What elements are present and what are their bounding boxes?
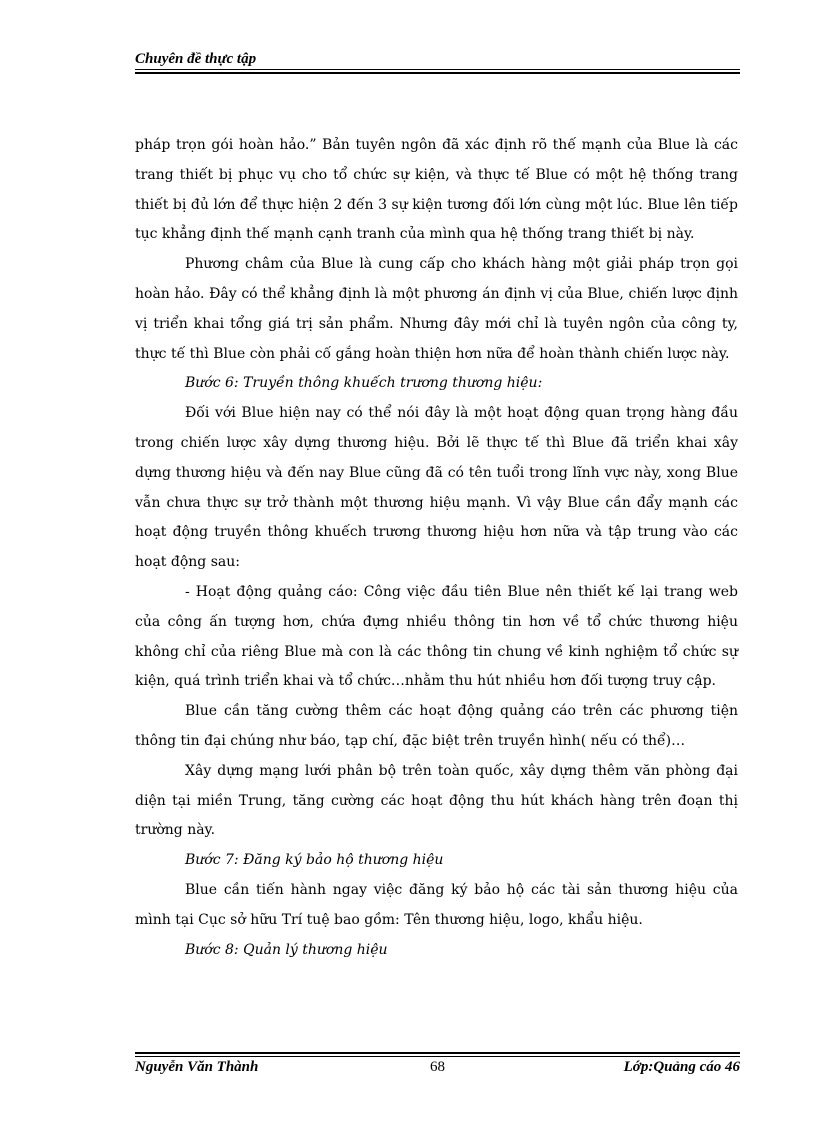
footer-rule-thick [135, 1052, 740, 1054]
paragraph: - Hoạt động quảng cáo: Công việc đầu tiên Blue nên thiết kế lại trang web của công ấn tượng hơn, chứa đựng nhiều thông tin hơn về tổ chức thương hiệu không chỉ của riêng Blue mà con là các thông tin chung về kinh nghiệm tổ chức sự kiện, quá trình triển khai và tổ chức…nhằm thu hút nhiều hơn đối tượng truy cập. [135, 583, 738, 690]
page-number: 68 [430, 1059, 445, 1075]
page-header [135, 50, 740, 68]
paragraph: Blue cần tiến hành ngay việc đăng ký bảo hộ các tài sản thương hiệu của mình tại Cục sở hữu Trí tuệ bao gồm: Tên thương hiệu, logo, khẩu hiệu. [135, 881, 738, 928]
footer-class: Lớp:Quảng cáo 46 [623, 1059, 740, 1075]
header-rule [135, 69, 740, 70]
section-heading: Bước 6: Truyền thông khuếch trương thương hiệu: [185, 375, 543, 392]
paragraph: Xây dựng mạng lưới phân bộ trên toàn quốc, xây dựng thêm văn phòng đại diện tại miền Trung, tăng cường các hoạt động thu hút khách hàng trên đoạn thị trường này. [135, 762, 738, 839]
page-footer [135, 1052, 740, 1082]
section-heading: Bước 8: Quản lý thương hiệu [185, 941, 388, 958]
footer-author: Nguyễn Văn Thành [135, 1059, 259, 1075]
paragraph: Phương châm của Blue là cung cấp cho khách hàng một giải pháp trọn gọi hoàn hảo. Đây có thể khẳng định là một phương án định vị của Blue, chiến lược định vị triển khai tổng giá trị sản phẩm. Nhưng đây mới chỉ là tuyên ngôn của công ty, thực tế thì Blue còn phải cố gắng hoàn thiện hơn nữa để hoàn thành chiến lược này. [135, 256, 738, 362]
paragraph: pháp trọn gói hoàn hảo.” Bản tuyên ngôn đã xác định rõ thế mạnh của Blue là các trang thiết bị phục vụ cho tổ chức sự kiện, và thực tế Blue có một hệ thống trang thiết bị đủ lớn để thực hiện 2 đến 3 sự kiện tương đối lớn cùng một lúc. Blue lên tiếp tục khẳng định thế mạnh cạnh tranh của mình qua hệ thống trang thiết bị này. [135, 137, 738, 243]
section-heading: Bước 7: Đăng ký bảo hộ thương hiệu [185, 852, 444, 869]
header-rule-thick [135, 72, 740, 74]
footer-rule [135, 1056, 740, 1057]
header-title: Chuyên đề thực tập [135, 51, 257, 67]
document-body [135, 131, 738, 965]
paragraph: Blue cần tăng cường thêm các hoạt động quảng cáo trên các phương tiện thông tin đại chúng như báo, tạp chí, đặc biệt trên truyền hình( nếu có thể)… [135, 703, 738, 749]
paragraph: Đối với Blue hiện nay có thể nói đây là một hoạt động quan trọng hàng đầu trong chiến lược xây dựng thương hiệu. Bởi lẽ thực tế thì Blue đã triển khai xây dựng thương hiệu và đến nay Blue cũng đã có tên tuổi trong lĩnh vực này, xong Blue vẫn chưa thực sự trở thành một thương hiệu mạnh. Vì vậy Blue cần đẩy mạnh các hoạt động truyền thông khuếch trương thương hiệu hơn nữa và tập trung vào các hoạt động sau: [135, 405, 738, 571]
